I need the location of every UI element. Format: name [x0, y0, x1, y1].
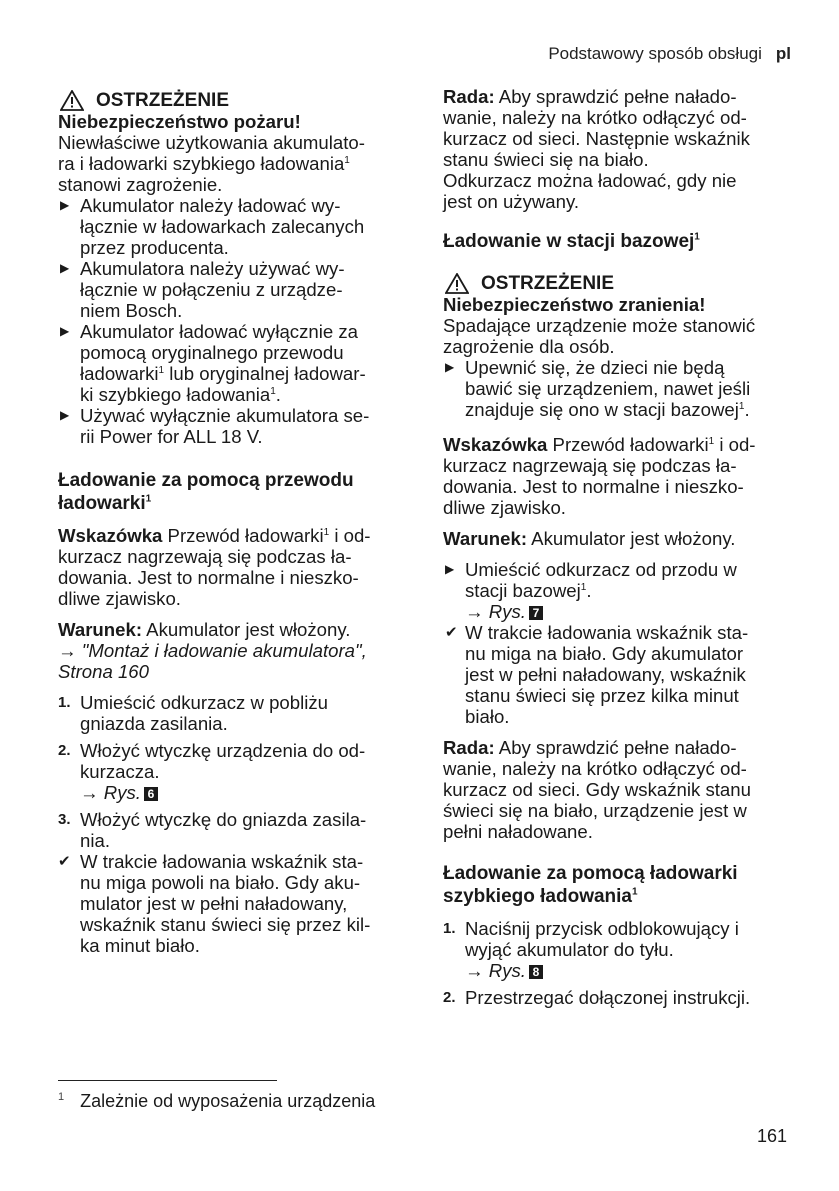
cross-reference-link[interactable]: → "Montaż i ładowanie akumulatora", — [58, 640, 367, 661]
warning-text: Niewłaściwe użytkowania akumulato- ra i ładowarki szybkiego ładowania$^1$ stanowi zagrożenie. — [58, 132, 365, 195]
list-item: ▶ Akumulator należy ładować wy- łącznie w ładowarkach zalecanych przez producenta. — [60, 195, 365, 258]
section-heading: Ładowanie za pomocą ładowarki szybkiego ładowania$^1$ — [443, 863, 738, 907]
section-heading: Ładowanie w stacji bazowej$^1$ — [443, 231, 700, 252]
right-column — [443, 86, 793, 1008]
warning-list — [58, 195, 404, 447]
language-code: pl — [775, 44, 791, 63]
figure-reference[interactable]: → Rys. 6 — [80, 782, 158, 803]
step-item: 1. Umieścić odkurzacz w pobliżu gniazda zasilania. — [58, 692, 329, 734]
tip: Rada: Aby sprawdzić pełne nałado- wanie, należy na krótko odłączyć od- kurzacz od sieci. Następnie wskaźnik stanu świeci się na biało. Odkurzacz można ładować, gdy nie jest on używany. — [443, 86, 750, 212]
page-header — [548, 44, 791, 64]
warning-heading: OSTRZEŻENIE — [443, 273, 793, 294]
list-item: ▶ Akumulator ładować wyłącznie za pomocą oryginalnego przewodu ładowarki$^1$ lub oryginalnej ładowar- ki szybkiego ładowania$^1$. — [60, 321, 366, 405]
warning-triangle-icon — [60, 90, 84, 111]
checkmark-icon: ✔ — [445, 624, 458, 641]
steps-list — [443, 918, 793, 1008]
warning-title: Niebezpieczeństwo pożaru! — [58, 111, 301, 132]
list-item: ▶ Umieścić odkurzacz od przodu w stacji bazowej$^1$. → Rys. 7 — [445, 559, 737, 622]
steps-list — [58, 692, 404, 956]
warning-triangle-icon — [445, 273, 469, 294]
list-item: ▶ Upewnić się, że dzieci nie będą bawić się urządzeniem, nawet jeśli znajduje się ono w stacji bazowej$^1$. — [445, 357, 751, 420]
page-number: 161 — [756, 1126, 787, 1146]
list-item: ▶ Używać wyłącznie akumulatora se- rii Power for ALL 18 V. — [60, 405, 370, 447]
footnote-divider — [58, 1080, 277, 1081]
step-item: 3. Włożyć wtyczkę do gniazda zasila- nia. — [58, 809, 367, 851]
step-item: 2. Włożyć wtyczkę urządzenia do od- kurzacza. → Rys. 6 — [58, 740, 366, 803]
warning-heading: OSTRZEŻENIE — [58, 90, 404, 111]
warning-title: Niebezpieczeństwo zranienia! — [443, 294, 706, 315]
checkmark-icon: ✔ — [58, 853, 71, 870]
step-item: 1. Naciśnij przycisk odblokowujący i wyjąć akumulator do tyłu. → Rys. 8 — [443, 918, 739, 981]
requirement: Warunek: Akumulator jest włożony. → "Montaż i ładowanie akumulatora", Strona 160 — [58, 619, 367, 682]
requirement: Warunek: Akumulator jest włożony. — [443, 528, 736, 549]
step-item: 2. Przestrzegać dołączonej instrukcji. — [443, 987, 751, 1008]
list-item: ▶ Akumulatora należy używać wy- łącznie w połączeniu z urządze- niem Bosch. — [60, 258, 345, 321]
section-heading: Ładowanie za pomocą przewodu ładowarki$^1$ — [58, 470, 354, 514]
footnote: $^1$ Zależnie od wyposażenia urządzenia — [58, 1091, 376, 1111]
result-item: ✔ W trakcie ładowania wskaźnik sta- nu miga powoli na biało. Gdy aku- mulator jest w pełni naładowany, wskaźnik stanu świeci się przez kil- ka minut biało. — [58, 851, 371, 956]
result-item: ✔ W trakcie ładowania wskaźnik sta- nu miga na biało. Gdy akumulator jest w pełni naładowany, wskaźnik stanu świeci się przez kilka minut biało. — [445, 622, 749, 727]
warning-text: Spadające urządzenie może stanowić zagrożenie dla osób. — [443, 315, 756, 357]
note: Wskazówka Przewód ładowarki$^1$ i od- kurzacz nagrzewają się podczas ła- dowania. Jest to normalne i nieszko- dliwe zjawisko. — [58, 525, 371, 609]
left-column — [58, 86, 404, 956]
section-title: Podstawowy sposób obsługi — [548, 44, 762, 63]
warning-list — [443, 357, 793, 420]
steps-list — [443, 559, 793, 727]
figure-reference[interactable]: → Rys. 7 — [465, 601, 543, 622]
figure-reference[interactable]: → Rys. 8 — [465, 960, 543, 981]
note: Wskazówka Przewód ładowarki$^1$ i od- kurzacz nagrzewają się podczas ła- dowania. Jest to normalne i nieszko- dliwe zjawisko. — [443, 434, 756, 518]
tip: Rada: Aby sprawdzić pełne nałado- wanie, należy na krótko odłączyć od- kurzacz od sieci. Gdy wskaźnik stanu świeci się na biało, urządzenie jest w pełni naładowane. — [443, 737, 751, 842]
